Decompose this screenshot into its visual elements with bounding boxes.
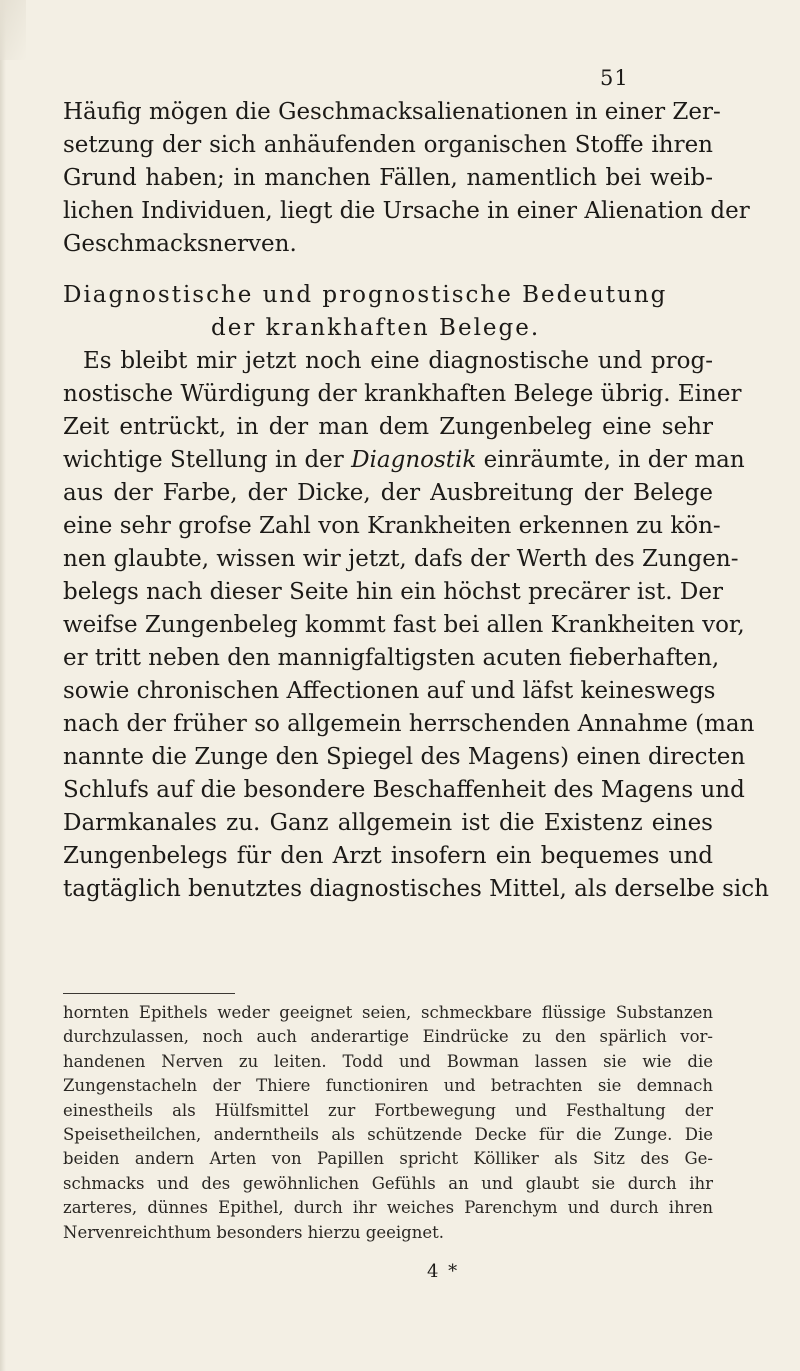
- paragraph-2: [63, 345, 769, 906]
- text-line: nen glaubte, wissen wir jetzt, dafs der Werth des Zungen-: [63, 546, 739, 572]
- text-line: Zungenbelegs für den Arzt insofern ein bequemes und: [63, 843, 713, 869]
- text-line: Zeit entrückt, in der man dem Zungenbeleg eine sehr: [63, 414, 713, 440]
- text-line: Geschmacksnerven.: [63, 231, 297, 257]
- text-line: nostische Würdigung der krankhaften Belege übrig. Einer: [63, 381, 742, 407]
- footnote-line: einestheils als Hülfsmittel zur Fortbewegung und Festhaltung der: [63, 1100, 713, 1120]
- text-line: sowie chronischen Affectionen auf und läfst keineswegs: [63, 678, 716, 704]
- heading-line-1: Diagnostische und prognostische Bedeutung: [63, 282, 668, 308]
- text-line: Grund haben; in manchen Fällen, namentlich bei weib-: [63, 165, 713, 191]
- text-line: belegs nach dieser Seite hin ein höchst precärer ist. Der: [63, 579, 723, 605]
- footnote-line: durchzulassen, noch auch anderartige Eindrücke zu den spärlich vor-: [63, 1027, 713, 1047]
- footnote: [63, 1001, 713, 1245]
- heading-line-2: der krankhaften Belege.: [211, 315, 541, 341]
- signature-mark: 4 *: [427, 1261, 460, 1282]
- paragraph-1: [63, 96, 750, 261]
- text-fragment: wichtige Stellung in der: [63, 447, 352, 473]
- text-line: Darmkanales zu. Ganz allgemein ist die Existenz eines: [63, 810, 713, 836]
- footnote-line: schmacks und des gewöhnlichen Gefühls an und glaubt sie durch ihr: [63, 1173, 713, 1193]
- text-line: tagtäglich benutztes diagnostisches Mittel, als derselbe sich: [63, 876, 769, 902]
- footnote-line: Zungenstacheln der Thiere functioniren und betrachten sie demnach: [63, 1076, 713, 1096]
- text-line: lichen Individuen, liegt die Ursache in einer Alienation der: [63, 198, 750, 224]
- footnote-line: zarteres, dünnes Epithel, durch ihr weiches Parenchym und durch ihren: [63, 1198, 713, 1218]
- main-text: [63, 96, 769, 906]
- text-line: Es bleibt mir jetzt noch eine diagnostische und prog-: [83, 348, 713, 374]
- page-number: 51: [600, 66, 629, 90]
- text-line: Schlufs auf die besondere Beschaffenheit des Magens und: [63, 777, 745, 803]
- page-corner-shadow: [0, 0, 26, 60]
- binding-edge: [0, 0, 6, 1371]
- footnote-line: Nervenreichthum besonders hierzu geeignet.: [63, 1222, 444, 1242]
- footnote-line: Speisetheilchen, anderntheils als schützende Decke für die Zunge. Die: [63, 1125, 713, 1145]
- section-heading: [63, 279, 713, 345]
- footnote-rule: [63, 993, 235, 994]
- text-line-with-italic: [63, 444, 745, 477]
- text-line: er tritt neben den mannigfaltigsten acuten fieberhaften,: [63, 645, 720, 671]
- text-fragment: einräumte, in der man: [476, 447, 745, 473]
- text-line: Häufig mögen die Geschmacksalienationen in einer Zer-: [63, 99, 721, 125]
- footnote-line: hornten Epithels weder geeignet seien, schmeckbare flüssige Substanzen: [63, 1003, 713, 1022]
- text-line: nannte die Zunge den Spiegel des Magens) einen directen: [63, 744, 746, 770]
- italic-term: Diagnostik: [351, 447, 477, 473]
- spacer: [63, 261, 713, 279]
- text-line: setzung der sich anhäufenden organischen Stoffe ihren: [63, 132, 713, 158]
- footnote-line: handenen Nerven zu leiten. Todd und Bowman lassen sie wie die: [63, 1051, 713, 1071]
- text-line: eine sehr grofse Zahl von Krankheiten erkennen zu kön-: [63, 513, 721, 539]
- text-line: nach der früher so allgemein herrschenden Annahme (man: [63, 711, 755, 737]
- text-line: weifse Zungenbeleg kommt fast bei allen Krankheiten vor,: [63, 612, 745, 638]
- text-line: aus der Farbe, der Dicke, der Ausbreitung der Belege: [63, 480, 713, 506]
- footnote-line: beiden andern Arten von Papillen spricht Kölliker als Sitz des Ge-: [63, 1149, 713, 1169]
